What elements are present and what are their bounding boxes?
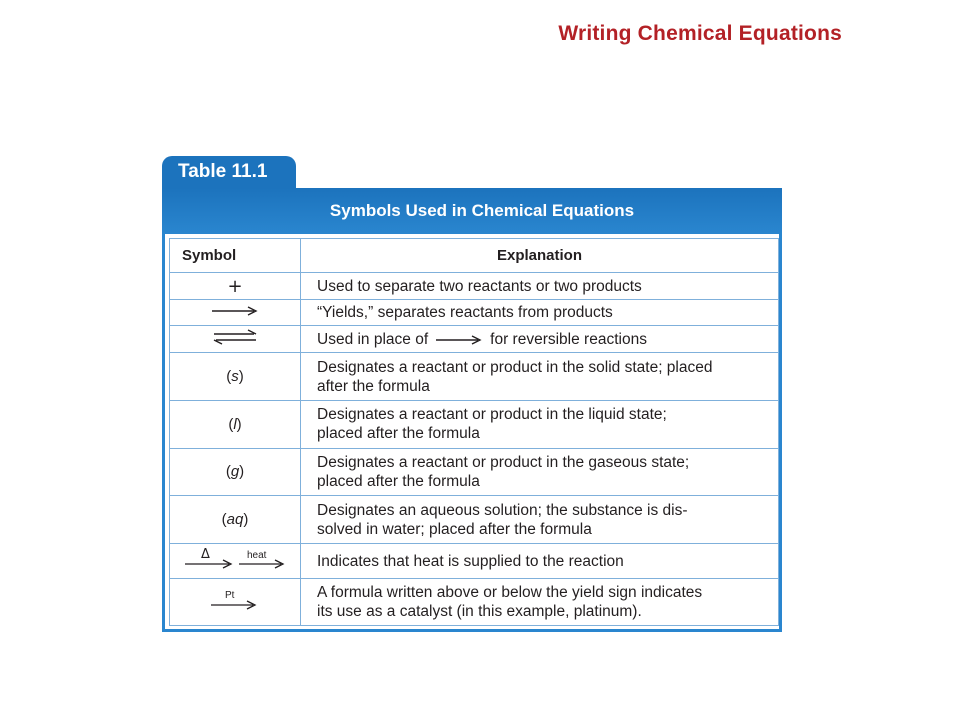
explanation-line: Designates a reactant or product in the gaseous state; (317, 453, 690, 471)
catalyst-arrow-icon (209, 587, 261, 613)
state-symbol-l: l (233, 415, 237, 433)
catalyst-label: Pt (225, 590, 235, 602)
symbol-reversible (170, 326, 301, 353)
table-row (170, 353, 779, 401)
heat-label: heat (247, 550, 267, 562)
paren-close: ) (239, 463, 245, 481)
table-frame (162, 234, 782, 632)
table-row (170, 579, 779, 626)
explanation-cell: “Yields,” separates reactants from products (301, 299, 779, 325)
paren-close: ) (236, 415, 242, 433)
table-row (170, 496, 779, 544)
explanation-cell (301, 496, 779, 544)
table-row (170, 401, 779, 449)
explanation-line: Designates an aqueous solution; the substance is dis- (317, 501, 688, 519)
explanation-cell (301, 448, 779, 496)
symbol-gas (170, 448, 301, 496)
explanation-line: after the formula (317, 377, 430, 395)
paren-close: ) (238, 368, 244, 386)
plus-symbol: + (227, 275, 243, 297)
explanation-cell: Indicates that heat is supplied to the reaction (301, 543, 779, 578)
explanation-text: for reversible reactions (490, 330, 647, 348)
column-header-symbol: Symbol (170, 239, 301, 273)
yields-arrow-icon (210, 305, 260, 317)
explanation-text: Used in place of (317, 330, 429, 348)
symbol-yields (170, 299, 301, 325)
symbols-table (162, 156, 782, 632)
symbol-plus (170, 273, 301, 299)
explanation-line: Designates a reactant or product in the solid state; placed (317, 358, 713, 376)
paren-close: ) (243, 511, 249, 529)
explanation-cell: Used to separate two reactants or two products (301, 273, 779, 299)
state-symbol-s: s (231, 368, 239, 386)
explanation-cell (301, 401, 779, 449)
explanation-cell (301, 326, 779, 353)
explanation-line: placed after the formula (317, 425, 480, 443)
explanation-line: solved in water; placed after the formula (317, 520, 592, 538)
column-header-explanation: Explanation (301, 239, 779, 273)
paren-open: ( (228, 415, 234, 433)
explanation-cell (301, 353, 779, 401)
table-row (170, 448, 779, 496)
slide-title: Writing Chemical Equations (558, 22, 842, 45)
paren-open: ( (221, 511, 227, 529)
table-row (170, 273, 779, 299)
delta-symbol: Δ (201, 547, 210, 563)
symbols-grid (169, 238, 779, 626)
explanation-cell (301, 579, 779, 626)
symbol-solid (170, 353, 301, 401)
paren-open: ( (225, 463, 231, 481)
reversible-arrows-icon (210, 329, 260, 345)
symbol-catalyst (170, 579, 301, 626)
table-number-tab: Table 11.1 (162, 156, 296, 188)
explanation-line: Designates a reactant or product in the liquid state; (317, 406, 667, 424)
table-header-row (170, 239, 779, 273)
explanation-line: its use as a catalyst (in this example, platinum). (317, 603, 642, 621)
inline-yields-arrow-icon (434, 335, 484, 345)
table-caption: Symbols Used in Chemical Equations (162, 188, 782, 234)
heat-arrows-icon (183, 546, 287, 572)
explanation-line: A formula written above or below the yield sign indicates (317, 584, 703, 602)
state-symbol-g: g (230, 463, 240, 481)
table-row (170, 543, 779, 578)
paren-open: ( (226, 368, 232, 386)
symbol-liquid (170, 401, 301, 449)
symbol-heat (170, 543, 301, 578)
state-symbol-aq: aq (226, 511, 244, 529)
symbol-aqueous (170, 496, 301, 544)
explanation-line: placed after the formula (317, 472, 480, 490)
table-row (170, 299, 779, 325)
table-row (170, 326, 779, 353)
